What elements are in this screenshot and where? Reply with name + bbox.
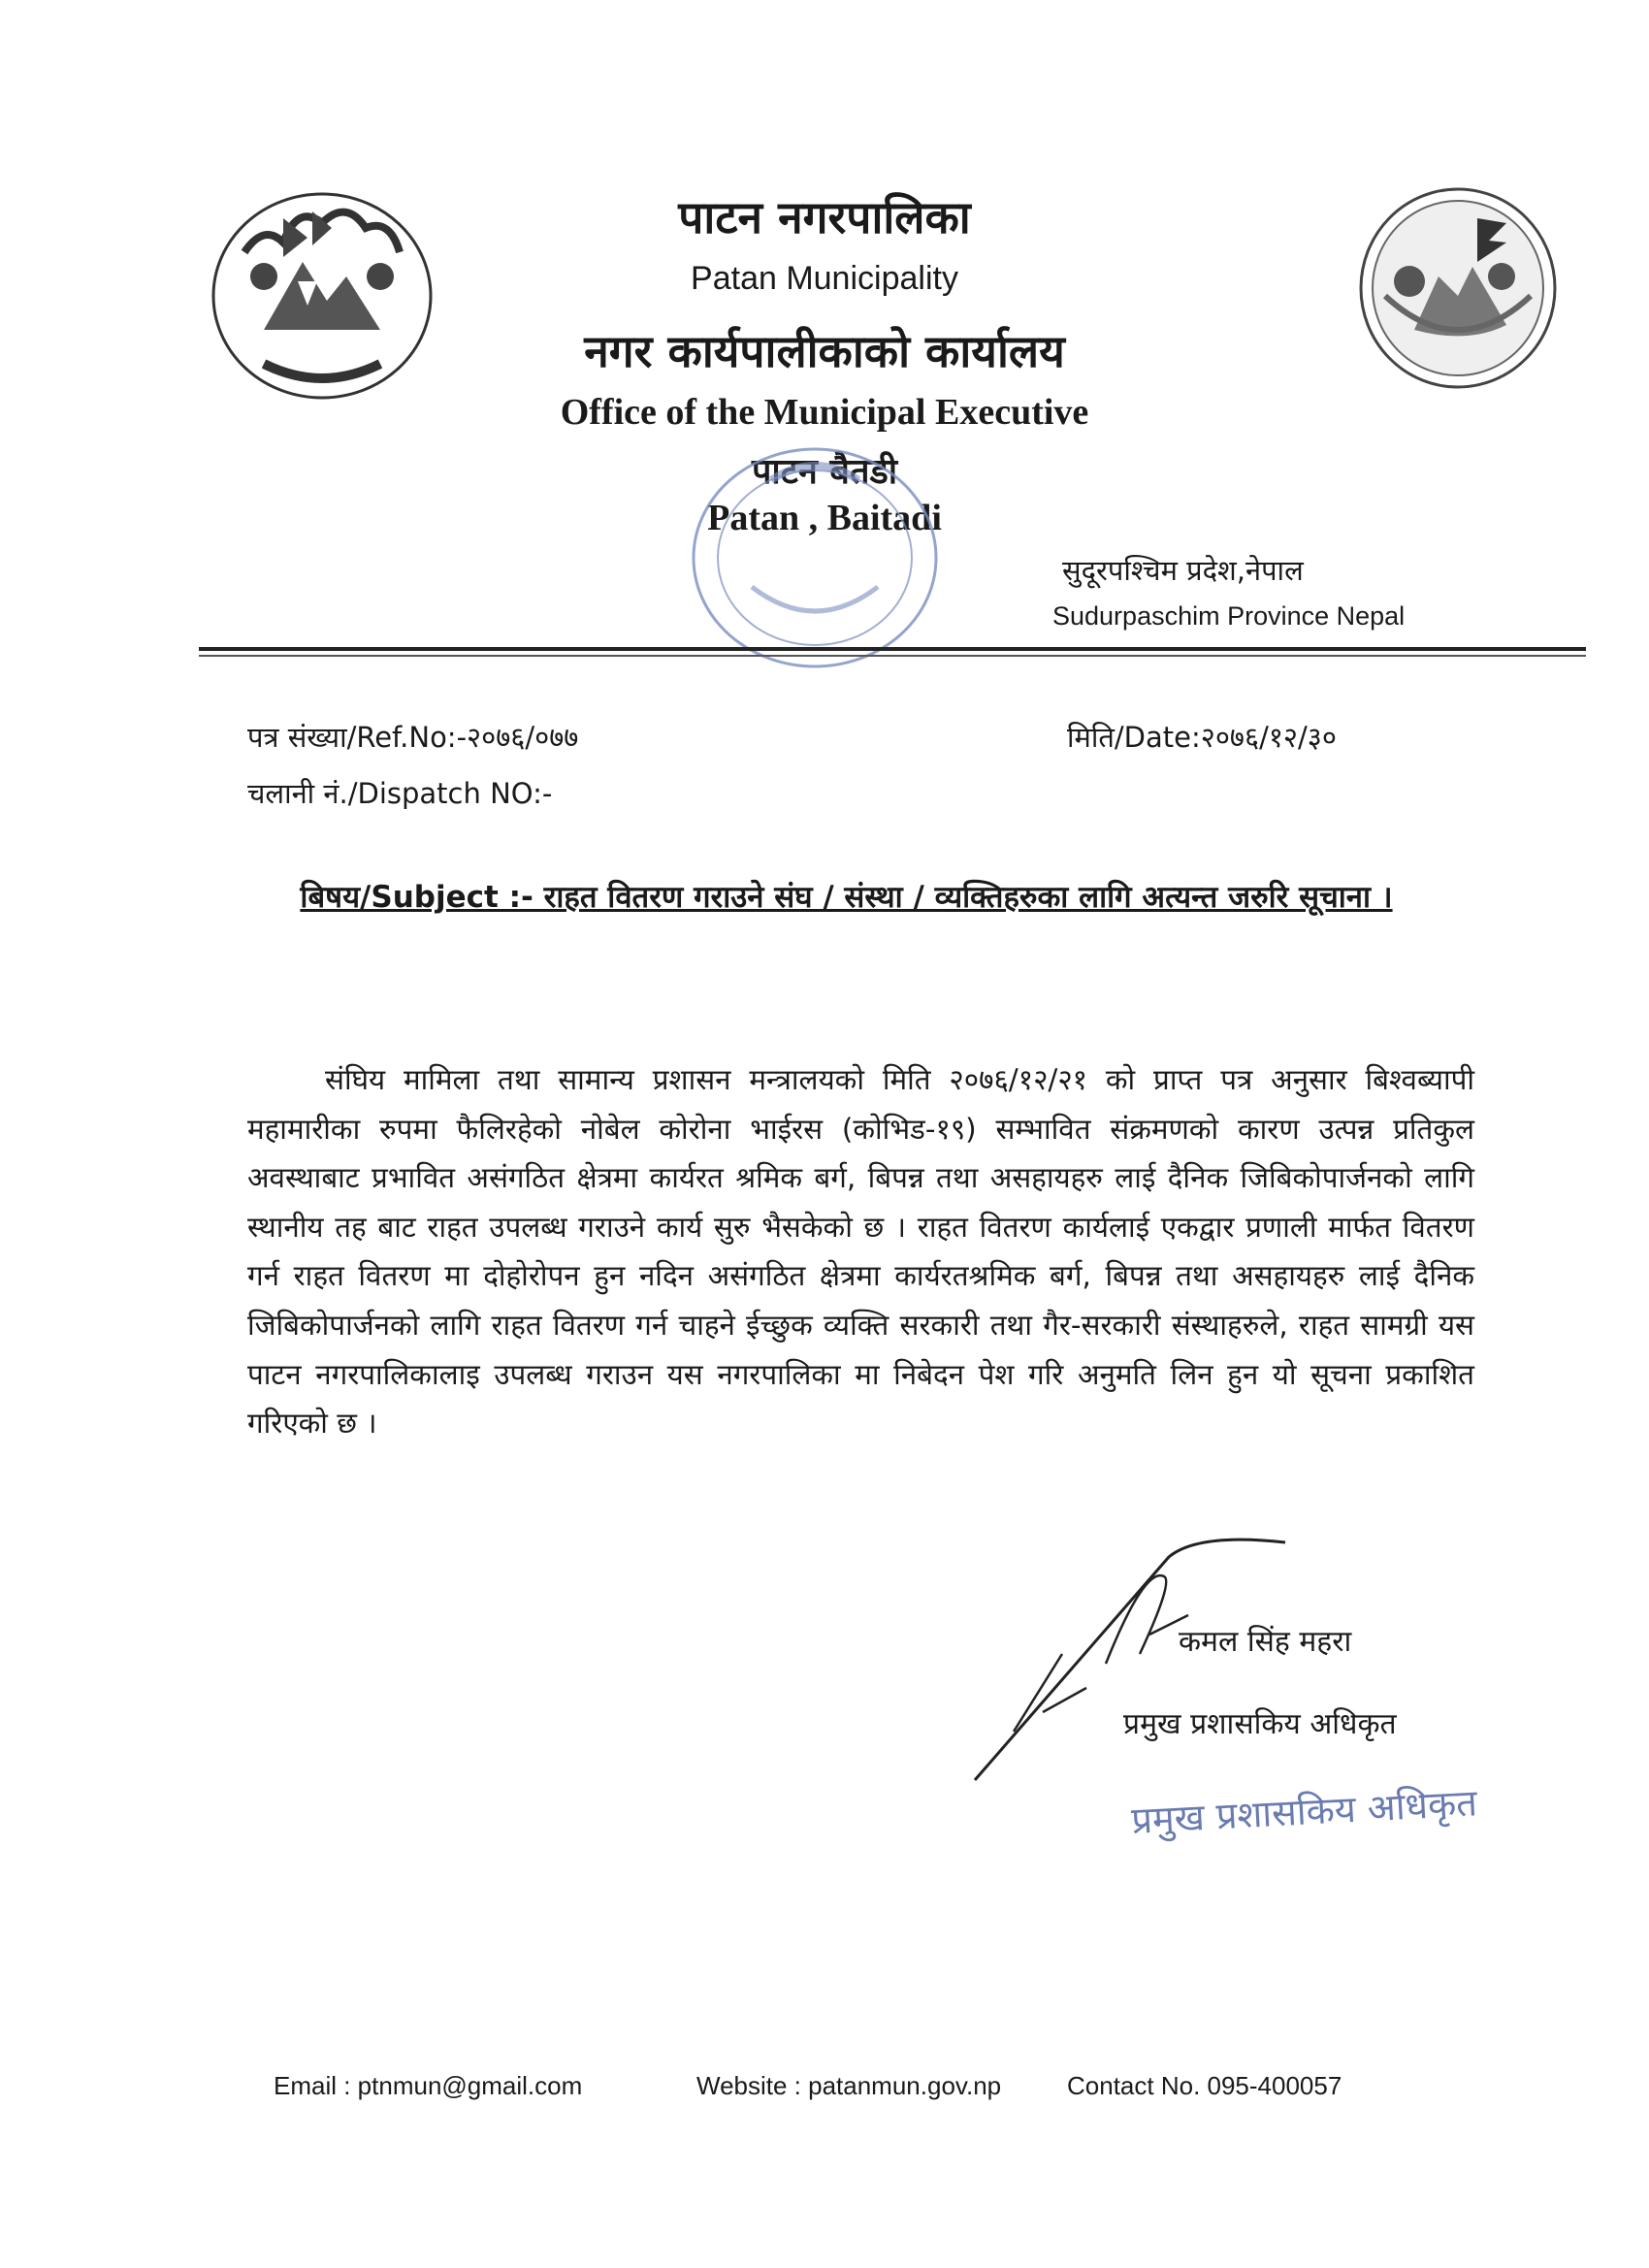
footer-email: Email : ptnmun@gmail.com xyxy=(274,2071,583,2100)
city-name-np: पाटन बैतडी xyxy=(751,452,898,492)
municipality-name-np: पाटन नगरपालिका xyxy=(678,191,971,243)
reference-number: पत्र संख्या/Ref.No:-२०७६/०७७ xyxy=(247,721,579,754)
city-name-en: Patan , Baitadi xyxy=(707,498,942,538)
office-name-np: नगर कार्यपालीकाको कार्यालय xyxy=(584,325,1065,377)
header-divider xyxy=(199,647,1586,651)
official-stamp-text: प्रमुख प्रशासकिय अधिकृत xyxy=(1130,1781,1478,1842)
office-name-en: Office of the Municipal Executive xyxy=(560,392,1089,433)
signatory-name: कमल सिंह महरा xyxy=(1179,1625,1352,1659)
body-paragraph: संघिय मामिला तथा सामान्य प्रशासन मन्त्रालयको मिति २०७६/१२/२१ को प्राप्त पत्र अनुसार बिश्वब्यापी महामारीका रुपमा फैलिरहेको नोबेल कोरोना भाईरस (कोभिड-१९) सम्भावित संक्रमणको कारण उत्पन्न प्रतिकुल अवस्थाबाट प्रभावित असंगठित क्षेत्रमा कार्यरत श्रमिक बर्ग, बिपन्न तथा असहायहरु लाई दैनिक जिबिकोपार्जनको लागि स्थानीय तह बाट राहत उपलब्ध गराउने कार्य सुरु भैसकेको छ । राहत वितरण कार्यलाई एकद्वार प्रणाली मार्फत वितरण गर्न राहत वितरण मा दोहोरोपन हुन नदिन असंगठित क्षेत्रमा कार्यरतश्रमिक बर्ग, बिपन्न तथा असहायहरु लाई दैनिक जिबिकोपार्जनको लागि राहत वितरण गर्न चाहने ईच्छुक व्यक्ति सरकारी तथा गैर-सरकारी संस्थाहरुले, राहत सामग्री यस पाटन नगरपालिकालाइ उपलब्ध गराउन यस नगरपालिका मा निबेदन पेश गरि अनुमति लिन हुन यो सूचना प्रकाशित गरिएको छ । xyxy=(247,1063,1474,1441)
letter-date: मिति/Date:२०७६/१२/३० xyxy=(1067,721,1337,754)
municipality-name-en: Patan Municipality xyxy=(691,260,958,297)
office-stamp-icon xyxy=(684,441,946,679)
signatory-title: प्रमुख प्रशासकिय अधिकृत xyxy=(1123,1707,1397,1741)
handwritten-signature-icon xyxy=(955,1538,1305,1785)
footer-website: Website : patanmun.gov.np xyxy=(696,2071,1002,2100)
subject-line: बिषय/Subject :- राहत वितरण गराउने संघ / संस्था / व्यक्तिहरुका लागि अत्यन्त जरुरि सूचाना । xyxy=(300,880,1393,915)
province-name-np: सुदूरपश्चिम प्रदेश,नेपाल xyxy=(1062,554,1304,587)
header-divider-thin xyxy=(199,655,1586,657)
footer-contact: Contact No. 095-400057 xyxy=(1067,2071,1342,2100)
dispatch-number: चलानी नं./Dispatch NO:- xyxy=(247,777,553,810)
province-name-en: Sudurpaschim Province Nepal xyxy=(1052,601,1406,631)
